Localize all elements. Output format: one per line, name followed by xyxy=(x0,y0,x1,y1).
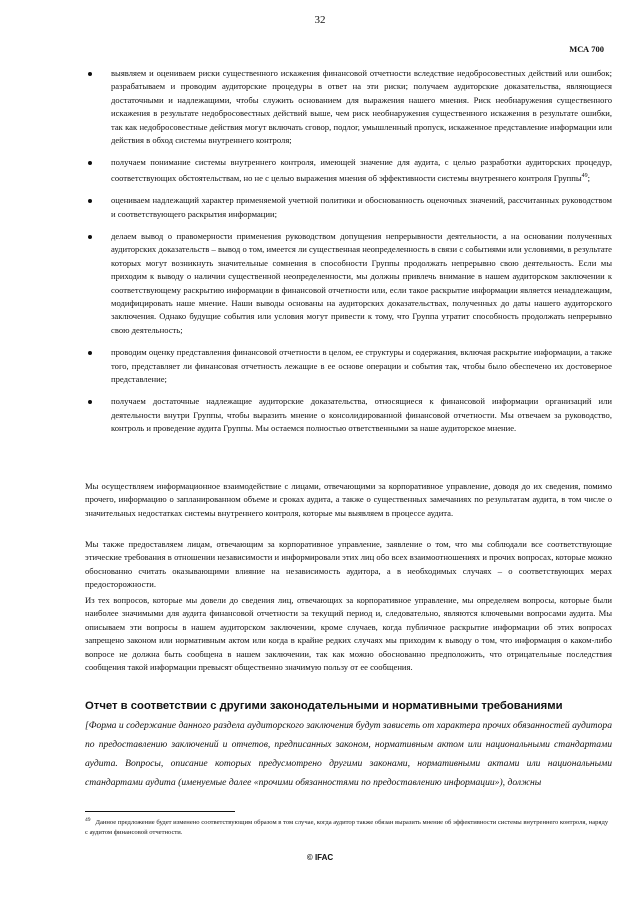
list-item: оцениваем надлежащий характер применяемой учетной политики и обоснованность оценочных значений, рассчитанных руководством и соответствующего раскрытия информации; xyxy=(85,194,612,221)
bullet-icon xyxy=(88,351,92,355)
bullet-icon xyxy=(88,199,92,203)
footnote: $^{49}$ Данное предложение будет изменено соответствующим образом в том случае, когда аудитор также обязан выразить мнение об эффективности системы внутреннего контроля, наряду с аудитом финансовой отчетности. xyxy=(85,817,609,836)
page-number: 32 xyxy=(314,14,326,26)
bullet-icon xyxy=(88,235,92,239)
list-item: получаем понимание системы внутреннего контроля, имеющей значение для аудита, с целью разработки аудиторских процедур, соответствующих обстоятельствам, но не с целью выражения мнения об эффективности системы внутреннего контроля Группы$^{49}$; xyxy=(85,156,612,185)
paragraph-independence: Мы также предоставляем лицам, отвечающим за корпоративное управление, заявление о том, что мы соблюдали все соответствующие этические требования в отношении независимости и информировали этих лиц обо всех взаимоотношениях и прочих вопросах, которые можно обоснованно считать оказывающими влияние на независимость аудитора, а в необходимых случаях – о соответствующих мерах предосторожности. xyxy=(85,539,612,590)
bullet-icon xyxy=(88,72,92,76)
section-heading: Отчет в соответствии с другими законодательными и нормативными требованиями xyxy=(85,700,563,712)
bullet-list xyxy=(85,67,612,445)
bullet-icon xyxy=(88,161,92,165)
paragraph-key-matters: Из тех вопросов, которые мы довели до сведения лиц, отвечающих за корпоративное управление, мы определяем вопросы, которые были наиболее значимыми для аудита финансовой отчетности за текущий период и, следовательно, являются ключевыми вопросами аудита. Мы описываем эти вопросы в нашем аудиторском заключении, кроме случаев, когда публичное раскрытие информации об этих вопросах запрещено законом или нормативным актом или когда в крайне редких случаях мы приходим к выводу о том, что информация о каком-либо вопросе не должна быть сообщена в нашем заключении, так как можно обоснованно предположить, что отрицательные последствия сообщения такой информации превысят общественно значимую пользу от ее сообщения. xyxy=(85,595,612,673)
footnote-reference[interactable]: 49 xyxy=(581,172,588,179)
list-item: проводим оценку представления финансовой отчетности в целом, ее структуры и содержания, включая раскрытие информации, а также того, представляет ли финансовая отчетность лежащие в ее основе операции и события так, чтобы было обеспечено их достоверное представление; xyxy=(85,346,612,386)
bullet-icon xyxy=(88,400,92,404)
copyright: © IFAC xyxy=(306,853,334,862)
list-item: делаем вывод о правомерности применения руководством допущения непрерывности деятельности, а на основании полученных аудиторских доказательств – вывод о том, имеется ли существенная неопределенность в связи с событиями или условиями, в результате которых могут возникнуть значительные сомнения в способности Группы продолжать непрерывно свою деятельность. Если мы приходим к выводу о наличии существенной неопределенности, мы должны привлечь внимание в нашем аудиторском заключении к соответствующему раскрытию информации в финансовой отчетности или, если такое раскрытие информации является ненадлежащим, модифицировать наше мнение. Наши выводы основаны на аудиторских доказательствах, полученных до даты нашего аудиторского заключения. Однако будущие события или условия могут привести к тому, что Группа утратит способность продолжать непрерывно свою деятельность; xyxy=(85,230,612,337)
footnote-divider xyxy=(85,811,235,812)
list-item: выявляем и оцениваем риски существенного искажения финансовой отчетности вследствие недобросовестных действий или ошибок; разрабатываем и проводим аудиторские процедуры в ответ на эти риски; получаем аудиторские доказательства, являющиеся достаточными и надлежащими, чтобы служить основанием для выражения нашего мнения. Риск необнаружения существенного искажения в результате недобросовестных действий выше, чем риск необнаружения существенного искажения в результате ошибки, так как недобросовестные действия могут включать сговор, подлог, умышленный пропуск, искаженное представление информации или действия в обход системы внутреннего контроля; xyxy=(85,67,612,147)
paragraph-communication: Мы осуществляем информационное взаимодействие с лицами, отвечающими за корпоративное управление, доводя до их сведения, помимо прочего, информацию о запланированном объеме и сроках аудита, а также о существенных замечаниях по результатам аудита, в том числе о значительных недостатках системы внутреннего контроля, которые мы выявляем в процессе аудита. xyxy=(85,481,612,518)
document-code: МСА 700 xyxy=(569,44,604,54)
italic-instructions: [Форма и содержание данного раздела аудиторского заключения будут зависеть от характера прочих обязанностей аудитора по предоставлению заключений и отчетов, предписанных законом, нормативным актом или национальными стандартами аудита. Вопросы, описание которых предусмотрено другими законами, нормативными актами или национальными стандартами аудита (именуемые далее «прочими обязанностями по предоставлению информации»), должны xyxy=(85,720,612,788)
list-item: получаем достаточные надлежащие аудиторские доказательства, относящиеся к финансовой информации организаций или деятельности внутри Группы, чтобы выразить мнение о консолидированной финансовой отчетности. Мы отвечаем за руководство, контроль и проведение аудита Группы. Мы остаемся полностью ответственными за наше аудиторское мнение. xyxy=(85,395,612,435)
